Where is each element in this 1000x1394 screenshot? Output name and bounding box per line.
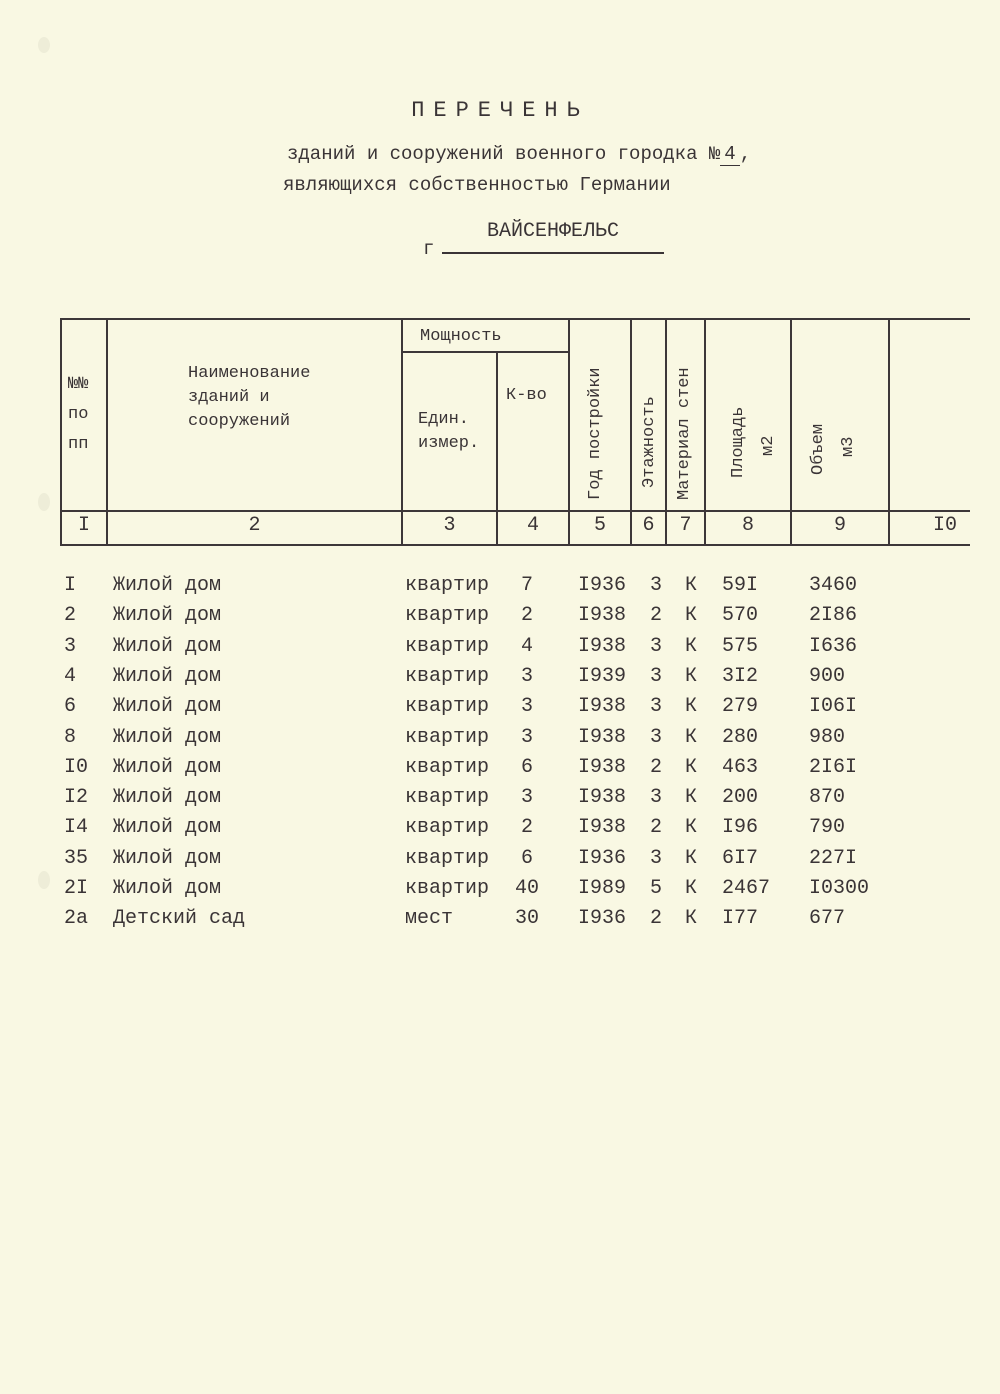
volume-m3: I0300 <box>809 877 870 900</box>
table-top-border <box>60 318 970 320</box>
quantity: 4 <box>520 634 533 658</box>
row-number: I4 <box>64 816 89 840</box>
building-name: Жилой дом <box>113 604 222 628</box>
column-number: 3 <box>443 514 456 537</box>
header-name-line3: сооружений <box>188 412 291 431</box>
column-number: 2 <box>248 514 261 537</box>
unit-of-measure: квартир <box>405 786 490 810</box>
unit-of-measure: квартир <box>405 695 490 719</box>
volume-m3: 790 <box>809 816 846 840</box>
column-number: 4 <box>526 514 539 537</box>
header-capacity: Мощность <box>420 327 502 346</box>
construction-year: I989 <box>578 877 627 900</box>
area-m2: 279 <box>722 695 759 719</box>
row-number: I2 <box>64 786 89 810</box>
column-number: I0 <box>932 514 957 537</box>
header-num <box>68 370 88 460</box>
subtitle-punct: , <box>739 143 752 165</box>
row-number: 4 <box>64 664 77 688</box>
volume-m3: 2I6I <box>809 755 858 779</box>
area-m2: 6I7 <box>722 846 759 870</box>
unit-of-measure: квартир <box>405 846 490 870</box>
header-unit-line2: измер. <box>418 434 480 453</box>
wall-material: К <box>685 877 698 900</box>
quantity: 3 <box>520 664 533 688</box>
header-volume <box>804 424 864 475</box>
header-name-line1: Наименование <box>188 364 311 383</box>
col-divider <box>888 318 890 546</box>
unit-of-measure: квартир <box>405 664 490 688</box>
construction-year: I939 <box>578 664 627 688</box>
column-number: 7 <box>679 514 692 537</box>
document-title: ПЕРЕЧЕНЬ <box>411 98 589 123</box>
volume-m3: 870 <box>809 786 846 810</box>
col-divider <box>665 318 667 546</box>
building-name: Жилой дом <box>113 786 222 810</box>
punch-hole <box>38 493 50 511</box>
unit-of-measure: квартир <box>405 816 490 840</box>
building-name: Жилой дом <box>113 695 222 719</box>
header-floors: Этажность <box>640 396 659 488</box>
unit-of-measure: квартир <box>405 877 490 900</box>
column-number: 8 <box>741 514 754 537</box>
town-number: 4 <box>720 143 739 166</box>
col-divider <box>704 318 706 546</box>
construction-year: I938 <box>578 816 627 840</box>
header-volume-line2: м3 <box>839 436 858 457</box>
header-unit-line1: Един. <box>418 410 470 429</box>
area-m2: I77 <box>722 907 759 931</box>
wall-material: К <box>685 604 698 628</box>
row-number: I0 <box>64 755 89 779</box>
document-subtitle-line2: являющихся собственностью Германии <box>283 174 671 196</box>
header-area-line1: Площадь <box>729 406 748 478</box>
floor-count: 2 <box>650 907 663 931</box>
wall-material: К <box>685 846 698 870</box>
area-m2: 200 <box>722 786 759 810</box>
area-m2: 2467 <box>722 877 771 900</box>
header-num-line2: по <box>68 405 89 424</box>
col-divider <box>630 318 632 546</box>
floor-count: 3 <box>650 574 663 597</box>
floor-count: 2 <box>650 755 663 779</box>
building-name: Жилой дом <box>113 755 222 779</box>
construction-year: I936 <box>578 846 627 870</box>
city-name: ВАЙСЕНФЕЛЬС <box>486 220 620 243</box>
row-number: 35 <box>64 846 89 870</box>
area-m2: 463 <box>722 755 759 779</box>
quantity: 30 <box>514 907 539 931</box>
volume-m3: 980 <box>809 725 846 749</box>
area-m2: 59I <box>722 574 759 597</box>
building-name: Жилой дом <box>113 725 222 749</box>
floor-count: 3 <box>650 786 663 810</box>
header-area <box>724 407 784 478</box>
header-material: Материал стен <box>675 367 694 500</box>
construction-year: I938 <box>578 725 627 749</box>
row-number: 6 <box>64 695 77 719</box>
wall-material: К <box>685 634 698 658</box>
building-name: Жилой дом <box>113 846 222 870</box>
construction-year: I938 <box>578 634 627 658</box>
row-number: 3 <box>64 634 77 658</box>
quantity: 3 <box>520 725 533 749</box>
floor-count: 3 <box>650 664 663 688</box>
header-unit <box>418 408 479 456</box>
col-divider <box>60 318 62 546</box>
floor-count: 2 <box>650 604 663 628</box>
floor-count: 3 <box>650 725 663 749</box>
area-m2: 575 <box>722 634 759 658</box>
unit-of-measure: квартир <box>405 604 490 628</box>
quantity: 7 <box>520 574 533 597</box>
unit-of-measure: квартир <box>405 634 490 658</box>
area-m2: 570 <box>722 604 759 628</box>
column-number: 5 <box>593 514 606 537</box>
construction-year: I938 <box>578 755 627 779</box>
unit-of-measure: квартир <box>405 725 490 749</box>
header-year: Год постройки <box>586 367 605 500</box>
column-number: 9 <box>833 514 846 537</box>
header-num-line1: №№ <box>68 375 89 394</box>
quantity: 6 <box>520 755 533 779</box>
header-bottom-border <box>60 510 970 512</box>
construction-year: I936 <box>578 574 627 597</box>
volume-m3: I06I <box>809 695 858 719</box>
punch-hole <box>38 871 50 889</box>
construction-year: I938 <box>578 604 627 628</box>
quantity: 40 <box>514 877 539 900</box>
floor-count: 2 <box>650 816 663 840</box>
col-divider <box>790 318 792 546</box>
row-number: 2I <box>64 877 89 900</box>
column-number: I <box>77 514 90 537</box>
header-volume-line1: Объем <box>809 423 828 475</box>
quantity: 2 <box>520 816 533 840</box>
col-divider <box>568 318 570 546</box>
volume-m3: 677 <box>809 907 846 931</box>
row-number: 2а <box>64 907 89 931</box>
floor-count: 3 <box>650 695 663 719</box>
wall-material: К <box>685 725 698 749</box>
row-number: I <box>64 574 77 597</box>
volume-m3: 900 <box>809 664 846 688</box>
wall-material: К <box>685 786 698 810</box>
construction-year: I936 <box>578 907 627 931</box>
floor-count: 3 <box>650 634 663 658</box>
capacity-divider <box>401 351 568 353</box>
column-number: 6 <box>642 514 655 537</box>
floor-count: 5 <box>650 877 663 900</box>
building-name: Детский сад <box>113 907 246 931</box>
unit-of-measure: мест <box>405 907 454 931</box>
subtitle-text: зданий и сооружений военного городка № <box>287 143 721 165</box>
building-name: Жилой дом <box>113 664 222 688</box>
quantity: 3 <box>520 786 533 810</box>
building-name: Жилой дом <box>113 574 222 597</box>
volume-m3: I636 <box>809 634 858 658</box>
wall-material: К <box>685 695 698 719</box>
wall-material: К <box>685 664 698 688</box>
construction-year: I938 <box>578 786 627 810</box>
area-m2: 280 <box>722 725 759 749</box>
building-name: Жилой дом <box>113 877 222 900</box>
header-qty: К-во <box>506 386 547 405</box>
wall-material: К <box>685 574 698 597</box>
col-divider <box>106 318 108 546</box>
wall-material: К <box>685 755 698 779</box>
header-num-line3: пп <box>68 435 89 454</box>
volume-m3: 2I86 <box>809 604 858 628</box>
unit-of-measure: квартир <box>405 574 490 597</box>
volume-m3: 3460 <box>809 574 858 597</box>
unit-of-measure: квартир <box>405 755 490 779</box>
header-name-line2: зданий и <box>188 388 270 407</box>
quantity: 2 <box>520 604 533 628</box>
city-underline <box>442 252 664 254</box>
row-number: 8 <box>64 725 77 749</box>
area-m2: I96 <box>722 816 759 840</box>
punch-hole <box>38 37 50 53</box>
volume-m3: 227I <box>809 846 858 870</box>
city-prefix: г <box>423 238 435 260</box>
header-area-line2: м2 <box>759 435 778 456</box>
building-name: Жилой дом <box>113 816 222 840</box>
area-m2: 3I2 <box>722 664 759 688</box>
col-divider <box>401 318 403 546</box>
floor-count: 3 <box>650 846 663 870</box>
header-name <box>188 362 310 434</box>
building-name: Жилой дом <box>113 634 222 658</box>
construction-year: I938 <box>578 695 627 719</box>
wall-material: К <box>685 907 698 931</box>
quantity: 3 <box>520 695 533 719</box>
table-bottom-border <box>60 544 970 546</box>
quantity: 6 <box>520 846 533 870</box>
wall-material: К <box>685 816 698 840</box>
row-number: 2 <box>64 604 77 628</box>
document-subtitle <box>287 143 751 165</box>
